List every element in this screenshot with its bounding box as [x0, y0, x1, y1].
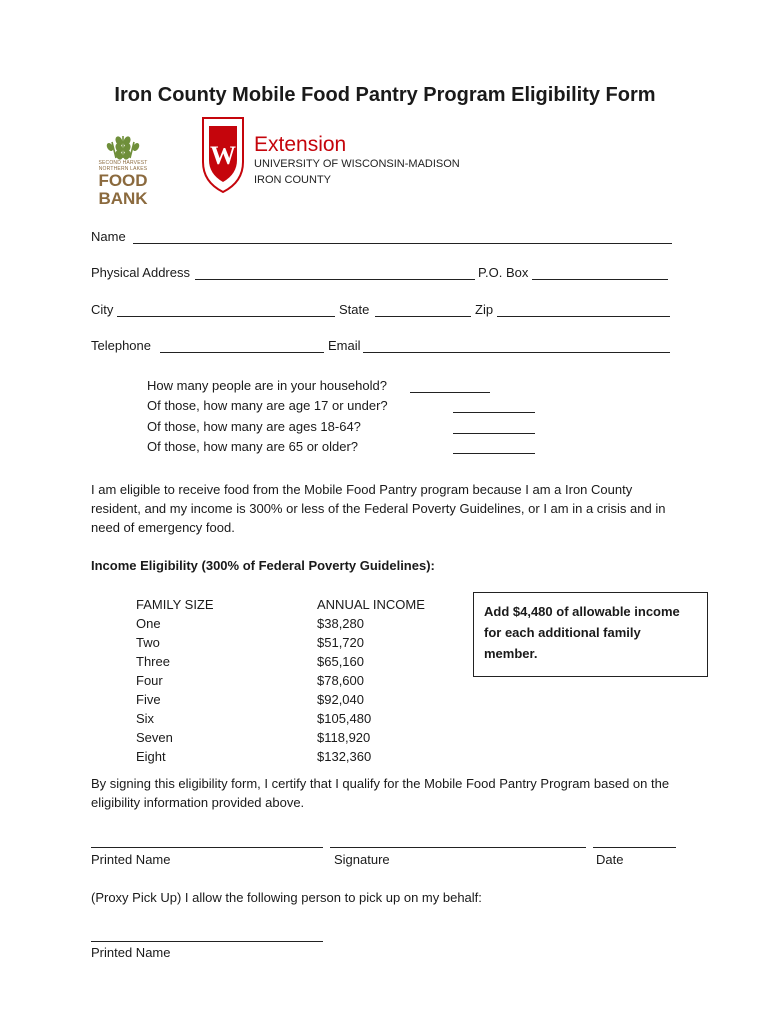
- household-18-64-field[interactable]: [453, 433, 535, 434]
- uw-crest-icon: [199, 114, 247, 194]
- extension-name: Extension: [254, 133, 347, 156]
- email-label: Email: [328, 338, 361, 353]
- zip-field[interactable]: [497, 316, 670, 317]
- annual-income-cell: $51,720: [317, 635, 364, 650]
- household-q3: Of those, how many are ages 18-64?: [147, 419, 361, 434]
- table-row: [136, 728, 436, 747]
- table-row: [136, 671, 436, 690]
- annual-income-cell: $132,360: [317, 749, 372, 764]
- foodbank-word-food: FOOD: [98, 171, 148, 190]
- telephone-label: Telephone: [91, 338, 151, 353]
- signature-field[interactable]: [330, 847, 586, 848]
- certification-statement: By signing this eligibility form, I certify that I qualify for the Mobile Food Pantry Program based on the eligibility information provided above.: [91, 776, 670, 810]
- name-label: Name: [91, 229, 126, 244]
- annual-income-cell: $92,040: [317, 692, 364, 707]
- signature-label: Signature: [334, 852, 390, 867]
- printed-name-label: Printed Name: [91, 852, 171, 867]
- extension-university: UNIVERSITY OF WISCONSIN-MADISON: [254, 158, 460, 170]
- family-size-cell: Seven: [136, 730, 173, 745]
- family-size-cell: Six: [136, 711, 155, 726]
- date-field[interactable]: [593, 847, 676, 848]
- extension-county: IRON COUNTY: [254, 174, 331, 186]
- physical-address-field[interactable]: [195, 279, 475, 280]
- family-size-cell: Four: [136, 673, 163, 688]
- table-row: [136, 690, 436, 709]
- food-bank-logo: [92, 132, 154, 212]
- table-row: [136, 709, 436, 728]
- page-title: Iron County Mobile Food Pantry Program Eligibility Form: [114, 84, 656, 106]
- physical-address-label: Physical Address: [91, 265, 190, 280]
- name-field[interactable]: [133, 243, 672, 244]
- state-field[interactable]: [375, 316, 471, 317]
- po-box-field[interactable]: [532, 279, 668, 280]
- income-heading: Income Eligibility (300% of Federal Poverty Guidelines):: [91, 558, 435, 573]
- table-row: [136, 633, 436, 652]
- household-under17-field[interactable]: [453, 412, 535, 413]
- annual-income-header: ANNUAL INCOME: [317, 597, 425, 612]
- po-box-label: P.O. Box: [478, 265, 529, 280]
- household-q2: Of those, how many are age 17 or under?: [147, 398, 388, 413]
- proxy-printed-name-label: Printed Name: [91, 945, 171, 960]
- annual-income-cell: $78,600: [317, 673, 364, 688]
- email-field[interactable]: [363, 352, 670, 353]
- family-size-cell: Eight: [136, 749, 166, 764]
- income-table: [136, 614, 436, 766]
- date-label: Date: [596, 852, 624, 867]
- household-q4: Of those, how many are 65 or older?: [147, 439, 359, 454]
- family-size-header: FAMILY SIZE: [136, 597, 214, 612]
- family-size-cell: One: [136, 616, 161, 631]
- annual-income-cell: $38,280: [317, 616, 364, 631]
- table-row: [136, 652, 436, 671]
- eligibility-statement: I am eligible to receive food from the Mobile Food Pantry program because I am a Iron County resident, and my income is 300% or less of the Federal Poverty Guidelines, or I am in a crisis and in need of emergency food.: [91, 482, 666, 535]
- family-size-cell: Five: [136, 692, 161, 707]
- table-row: [136, 747, 436, 766]
- household-65plus-field[interactable]: [453, 453, 535, 454]
- city-label: City: [91, 302, 114, 317]
- table-row: [136, 614, 436, 633]
- state-label: State: [339, 302, 370, 317]
- family-size-cell: Two: [136, 635, 160, 650]
- foodbank-word-bank: BANK: [98, 189, 148, 208]
- extension-crest: [199, 114, 247, 194]
- foodbank-subtitle-2: NORTHERN LAKES: [98, 166, 148, 172]
- printed-name-field[interactable]: [91, 847, 323, 848]
- foodbank-subtitle-1: SECOND HARVEST: [98, 160, 148, 166]
- family-size-cell: Three: [136, 654, 170, 669]
- annual-income-cell: $65,160: [317, 654, 364, 669]
- annual-income-cell: $118,920: [317, 730, 371, 745]
- zip-label: Zip: [475, 302, 494, 317]
- proxy-printed-name-field[interactable]: [91, 941, 323, 942]
- crest-letter: W: [210, 141, 236, 170]
- proxy-statement: (Proxy Pick Up) I allow the following person to pick up on my behalf:: [91, 890, 482, 905]
- annual-income-cell: $105,480: [317, 711, 372, 726]
- telephone-field[interactable]: [160, 352, 324, 353]
- household-total-field[interactable]: [410, 392, 490, 393]
- household-q1: How many people are in your household?: [147, 378, 387, 393]
- city-field[interactable]: [117, 316, 335, 317]
- additional-member-note: Add $4,480 of allowable income for each additional family member.: [473, 592, 708, 677]
